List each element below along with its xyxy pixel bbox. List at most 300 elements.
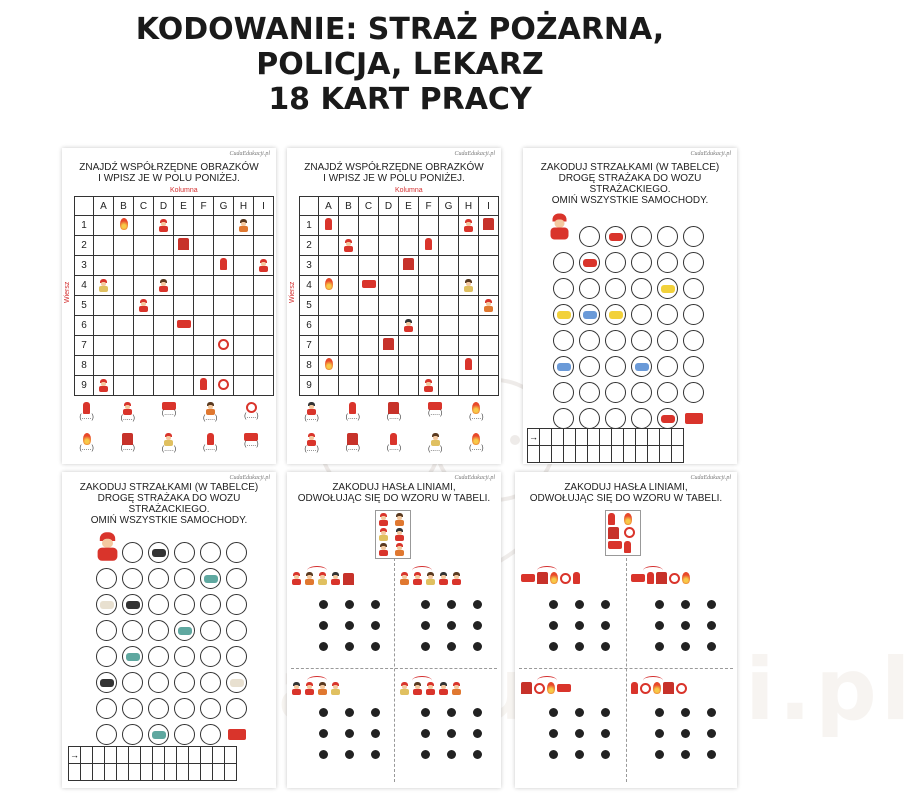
worksheet-coordinates-2 — [287, 148, 501, 464]
worksheet-lines-2 — [515, 472, 737, 788]
hydrant-icon — [425, 238, 432, 250]
flame-icon — [325, 358, 333, 370]
col-header: A — [319, 197, 339, 216]
quadrant-divider — [291, 668, 497, 669]
answer-blank[interactable]: (.....) — [386, 445, 402, 452]
flame-icon — [547, 682, 555, 694]
col-header: B — [114, 197, 134, 216]
instruction-line-4: OMIŃ WSZYSTKIE SAMOCHODY. — [551, 195, 709, 206]
dot-grid[interactable] — [421, 600, 483, 651]
maze-circle[interactable] — [96, 620, 117, 641]
maze-circle[interactable] — [553, 382, 574, 403]
fire-truck-icon — [362, 280, 376, 288]
fire-station-icon — [483, 218, 494, 230]
answer-strip-2 — [66, 433, 272, 453]
dot-grid[interactable] — [549, 600, 611, 651]
firefighter-icon — [291, 682, 302, 695]
row-header: 7 — [75, 336, 94, 356]
firefighter-icon — [463, 219, 474, 232]
answer-blank[interactable]: (.....) — [244, 441, 259, 448]
maze-circle[interactable] — [226, 594, 247, 615]
car-icon — [557, 311, 571, 319]
col-header: C — [134, 197, 154, 216]
start-arrow: → — [69, 747, 81, 764]
answer-blank[interactable]: (.....) — [161, 410, 177, 417]
maze-circle[interactable] — [553, 408, 574, 429]
hose-icon — [246, 402, 257, 413]
flame-icon — [682, 572, 690, 584]
flame-icon — [472, 433, 480, 445]
answer-blank[interactable]: (.....) — [427, 410, 443, 417]
hydrant-icon — [200, 378, 207, 390]
answer-blank[interactable]: (.....) — [345, 445, 360, 452]
hose-icon — [534, 683, 545, 694]
password-sequence — [631, 682, 687, 694]
maze-circle[interactable] — [174, 724, 195, 745]
firefighter-icon — [258, 259, 269, 272]
password-sequence — [291, 682, 341, 695]
maze-circle[interactable] — [631, 330, 652, 351]
maze-circle[interactable] — [96, 646, 117, 667]
maze-circle[interactable] — [148, 672, 169, 693]
password-sequence — [521, 572, 580, 584]
maze-circle[interactable] — [226, 568, 247, 589]
firefighter-icon — [425, 682, 436, 695]
maze-circle[interactable] — [579, 226, 600, 247]
col-header: I — [254, 197, 274, 216]
maze-circle[interactable] — [631, 304, 652, 325]
maze-circle[interactable] — [96, 724, 117, 745]
col-header: F — [419, 197, 439, 216]
instruction-line-2: I WPISZ JE W POLU PONIŻEJ. — [98, 173, 240, 184]
maze-circle[interactable] — [200, 672, 221, 693]
column-label: Kolumna — [395, 187, 423, 194]
car-icon — [661, 415, 675, 423]
fire-station-icon — [403, 258, 414, 270]
maze-circle[interactable] — [96, 594, 117, 615]
maze-circle[interactable] — [553, 304, 574, 325]
firefighter-icon — [423, 379, 434, 392]
instruction-line-1: ZAKODUJ HASŁA LINIAMI, — [332, 482, 456, 493]
fire-station-icon — [383, 338, 394, 350]
maze-circle[interactable] — [553, 356, 574, 377]
maze-circle[interactable] — [122, 620, 143, 641]
hydrant-icon — [220, 258, 227, 270]
car-icon — [583, 259, 597, 267]
maze-circle[interactable] — [605, 226, 626, 247]
answer-blank[interactable]: (.....) — [244, 413, 259, 420]
fire-truck-icon — [631, 574, 645, 582]
maze-circle[interactable] — [148, 594, 169, 615]
answer-blank[interactable]: (.....) — [345, 414, 360, 421]
col-header: I — [479, 197, 499, 216]
instruction-line-3: STRAŻACKIEGO. — [128, 504, 210, 515]
start-arrow: → — [528, 429, 540, 446]
row-header: 5 — [75, 296, 94, 316]
fire-truck-icon — [428, 402, 442, 410]
flame-icon — [83, 433, 91, 445]
maze-circle[interactable] — [605, 408, 626, 429]
fire-station-icon — [521, 682, 532, 694]
maze-circle[interactable] — [122, 724, 143, 745]
firefighter-icon — [343, 239, 354, 252]
maze-circle[interactable] — [200, 568, 221, 589]
maze-circle[interactable] — [122, 698, 143, 719]
firefighter-icon — [238, 219, 249, 232]
firefighter-icon — [306, 402, 317, 415]
firefighter-icon — [399, 682, 410, 695]
maze-circle[interactable] — [683, 252, 704, 273]
hose-icon — [676, 683, 687, 694]
firefighter-icon — [549, 214, 571, 240]
firefighter-icon — [430, 433, 441, 446]
instruction-line-1: ZNAJDŹ WSPÓŁRZĘDNE OBRAZKÓW — [79, 162, 259, 173]
maze-circle[interactable] — [631, 226, 652, 247]
answer-blank[interactable]: (.....) — [79, 414, 94, 421]
brand-label: CudaEdukacji.pl — [454, 475, 495, 481]
maze-circle[interactable] — [148, 724, 169, 745]
hose-icon — [640, 683, 651, 694]
fire-truck-icon — [228, 729, 246, 740]
instruction-line-1: ZAKODUJ STRZAŁKAMI (W TABELCE) — [540, 162, 720, 173]
maze-circle[interactable] — [657, 330, 678, 351]
dot-grid[interactable] — [319, 600, 381, 651]
maze-circle[interactable] — [200, 646, 221, 667]
worksheet-coordinates-1 — [62, 148, 276, 464]
hose-icon — [218, 339, 229, 350]
maze-circle[interactable] — [96, 698, 117, 719]
maze-circle[interactable] — [553, 330, 574, 351]
row-header: 8 — [300, 356, 319, 376]
car-icon — [178, 627, 192, 635]
firefighter-icon — [378, 528, 389, 541]
quadrant-divider — [626, 558, 627, 782]
arrow-answer-table — [68, 746, 237, 781]
maze-circle[interactable] — [174, 620, 195, 641]
car-icon — [100, 601, 114, 609]
car-icon — [126, 601, 140, 609]
firefighter-icon — [95, 532, 119, 561]
maze-circle[interactable] — [631, 252, 652, 273]
maze-circle[interactable] — [174, 594, 195, 615]
maze-circle[interactable] — [200, 620, 221, 641]
maze-circle[interactable] — [174, 542, 195, 563]
maze-circle[interactable] — [605, 382, 626, 403]
firefighter-icon — [158, 219, 169, 232]
firefighter-icon — [330, 682, 341, 695]
title-line-1: KODOWANIE: STRAŻ POŻARNA, — [135, 12, 665, 47]
dot-grid[interactable] — [655, 600, 717, 651]
row-header: 4 — [75, 276, 94, 296]
fire-station-icon — [343, 573, 354, 585]
maze-circle[interactable] — [579, 278, 600, 299]
firefighter-icon — [451, 682, 462, 695]
instruction-line-3: STRAŻACKIEGO. — [589, 184, 671, 195]
answer-blank[interactable]: (.....) — [304, 415, 319, 422]
answer-blank[interactable]: (.....) — [469, 445, 484, 452]
maze-circle[interactable] — [579, 304, 600, 325]
col-header: G — [214, 197, 234, 216]
maze-circle[interactable] — [631, 382, 652, 403]
maze-circle[interactable] — [200, 542, 221, 563]
instruction-line-1: ZAKODUJ STRZAŁKAMI (W TABELCE) — [79, 482, 259, 493]
maze-circle[interactable] — [631, 408, 652, 429]
firefighter-icon — [378, 543, 389, 556]
firefighter-icon — [378, 513, 389, 526]
firefighter-icon — [304, 682, 315, 695]
maze-circle[interactable] — [200, 724, 221, 745]
firefighter-icon — [98, 379, 109, 392]
row-header: 6 — [300, 316, 319, 336]
maze-circle[interactable] — [657, 252, 678, 273]
maze-circle[interactable] — [148, 698, 169, 719]
dot-grid[interactable] — [655, 708, 717, 759]
firefighter-icon — [306, 433, 317, 446]
row-header: 4 — [300, 276, 319, 296]
hydrant-icon — [207, 433, 214, 445]
instruction-line-2: ODWOŁUJĄC SIĘ DO WZORU W TABELI. — [297, 493, 491, 504]
car-icon — [126, 653, 140, 661]
dot-grid[interactable] — [319, 708, 381, 759]
firefighter-icon — [438, 682, 449, 695]
firefighter-icon — [483, 299, 494, 312]
maze-circle[interactable] — [553, 252, 574, 273]
answer-blank[interactable]: (.....) — [120, 415, 135, 422]
col-header: E — [399, 197, 419, 216]
maze-circle[interactable] — [174, 672, 195, 693]
maze-circle[interactable] — [631, 356, 652, 377]
row-label: Wiersz — [289, 281, 296, 303]
car-icon — [661, 285, 675, 293]
brand-label: CudaEdukacji.pl — [454, 151, 495, 157]
row-header: 9 — [300, 376, 319, 396]
maze-circle[interactable] — [200, 698, 221, 719]
brand-label: CudaEdukacji.pl — [229, 151, 270, 157]
maze-circle[interactable] — [96, 672, 117, 693]
title-line-2: POLICJA, LEKARZ — [256, 47, 544, 82]
maze-circle[interactable] — [226, 698, 247, 719]
maze-circle[interactable] — [96, 568, 117, 589]
maze-circle[interactable] — [174, 698, 195, 719]
row-header: 7 — [300, 336, 319, 356]
maze-circle[interactable] — [148, 542, 169, 563]
answer-blank[interactable]: (.....) — [386, 414, 402, 421]
dot-grid[interactable] — [421, 708, 483, 759]
maze-circle[interactable] — [174, 646, 195, 667]
fire-truck-icon — [608, 541, 622, 549]
password-sequence — [291, 572, 354, 585]
col-header: C — [359, 197, 379, 216]
firefighter-icon — [412, 572, 423, 585]
hydrant-icon — [573, 572, 580, 584]
worksheet-arrows-1 — [523, 148, 737, 464]
maze-circle[interactable] — [122, 594, 143, 615]
answer-blank[interactable]: (.....) — [202, 415, 218, 422]
worksheet-lines-1 — [287, 472, 501, 788]
car-icon — [152, 549, 166, 557]
answer-blank[interactable]: (.....) — [427, 446, 443, 453]
row-header: 2 — [75, 236, 94, 256]
car-icon — [152, 731, 166, 739]
instruction-line-1: ZNAJDŹ WSPÓŁRZĘDNE OBRAZKÓW — [304, 162, 484, 173]
firefighter-icon — [399, 572, 410, 585]
password-sequence — [399, 682, 462, 695]
car-icon — [230, 679, 244, 687]
maze-circle[interactable] — [657, 356, 678, 377]
flame-icon — [624, 513, 632, 525]
password-sequence — [631, 572, 690, 584]
column-label: Kolumna — [170, 187, 198, 194]
fire-truck-icon — [557, 684, 571, 692]
dot-grid[interactable] — [549, 708, 611, 759]
maze-circle[interactable] — [579, 382, 600, 403]
maze-circle[interactable] — [683, 226, 704, 247]
fire-station-icon — [608, 527, 619, 539]
firefighter-icon — [122, 402, 133, 415]
maze-circle[interactable] — [605, 304, 626, 325]
maze-circle[interactable] — [148, 646, 169, 667]
fire-station-icon — [122, 433, 133, 445]
fire-station-icon — [178, 238, 189, 250]
hydrant-icon — [647, 572, 654, 584]
flame-icon — [120, 218, 128, 230]
password-sequence — [399, 572, 462, 585]
maze-circle[interactable] — [683, 278, 704, 299]
hydrant-icon — [390, 433, 397, 445]
maze-circle[interactable] — [579, 408, 600, 429]
col-header: H — [459, 197, 479, 216]
row-header: 3 — [75, 256, 94, 276]
firefighter-icon — [463, 279, 474, 292]
answer-blank[interactable]: (.....) — [304, 446, 319, 453]
maze-circle[interactable] — [553, 278, 574, 299]
firefighter-icon — [158, 279, 169, 292]
car-icon — [204, 575, 218, 583]
hydrant-icon — [608, 513, 615, 525]
fire-station-icon — [656, 572, 667, 584]
instruction-line-2: DROGĘ STRAŻAKA DO WOZU — [97, 493, 241, 504]
hydrant-icon — [83, 402, 90, 414]
maze-circle[interactable] — [148, 620, 169, 641]
row-header: 6 — [75, 316, 94, 336]
car-icon — [100, 679, 114, 687]
row-label: Wiersz — [64, 281, 71, 303]
maze-circle[interactable] — [657, 226, 678, 247]
maze-circle[interactable] — [148, 568, 169, 589]
firefighter-icon — [412, 682, 423, 695]
maze-circle[interactable] — [122, 542, 143, 563]
coordinate-grid — [74, 196, 274, 396]
maze-circle[interactable] — [657, 382, 678, 403]
instruction-line-2: DROGĘ STRAŻAKA DO WOZU — [558, 173, 702, 184]
maze-circle[interactable] — [174, 568, 195, 589]
col-header: D — [379, 197, 399, 216]
answer-blank[interactable]: (.....) — [120, 445, 135, 452]
maze-circle[interactable] — [683, 382, 704, 403]
instruction-line-1: ZAKODUJ HASŁA LINIAMI, — [564, 482, 688, 493]
maze-circle[interactable] — [122, 672, 143, 693]
maze-circle[interactable] — [226, 620, 247, 641]
hose-icon — [624, 527, 635, 538]
fire-station-icon — [388, 402, 399, 414]
maze-circle[interactable] — [226, 672, 247, 693]
answer-blank[interactable]: (.....) — [161, 446, 177, 453]
maze-circle[interactable] — [122, 568, 143, 589]
page-title — [0, 12, 800, 117]
firefighter-icon — [394, 513, 405, 526]
row-header: 1 — [300, 216, 319, 236]
maze-circle[interactable] — [605, 252, 626, 273]
firefighter-icon — [317, 682, 328, 695]
maze-circle[interactable] — [657, 304, 678, 325]
hydrant-icon — [631, 682, 638, 694]
flame-icon — [653, 682, 661, 694]
firefighter-icon — [291, 572, 302, 585]
answer-blank[interactable]: (.....) — [469, 414, 484, 421]
maze-circle[interactable] — [579, 330, 600, 351]
maze-circle[interactable] — [605, 278, 626, 299]
maze-circle[interactable] — [226, 646, 247, 667]
maze-circle[interactable] — [683, 356, 704, 377]
hydrant-icon — [465, 358, 472, 370]
coordinate-grid — [299, 196, 499, 396]
maze-circle[interactable] — [683, 304, 704, 325]
maze-circle[interactable] — [579, 252, 600, 273]
maze-circle[interactable] — [683, 330, 704, 351]
answer-strip-1 — [66, 402, 272, 422]
hose-icon — [560, 573, 571, 584]
maze-circle[interactable] — [657, 278, 678, 299]
brand-label: CudaEdukacji.pl — [690, 151, 731, 157]
car-icon — [583, 311, 597, 319]
answer-strip-1 — [291, 402, 497, 422]
hose-icon — [218, 379, 229, 390]
maze-circle[interactable] — [122, 646, 143, 667]
maze-circle[interactable] — [605, 330, 626, 351]
maze-circle[interactable] — [657, 408, 678, 429]
row-header: 2 — [300, 236, 319, 256]
hydrant-icon — [325, 218, 332, 230]
title-line-3: 18 KART PRACY — [268, 82, 532, 117]
instruction-line-4: OMIŃ WSZYSTKIE SAMOCHODY. — [90, 515, 248, 526]
instruction-line-2: I WPISZ JE W POLU PONIŻEJ. — [323, 173, 465, 184]
answer-blank[interactable]: (.....) — [202, 445, 218, 452]
fire-truck-icon — [244, 433, 258, 441]
row-header: 1 — [75, 216, 94, 236]
flame-icon — [325, 278, 333, 290]
car-icon — [557, 363, 571, 371]
fire-truck-icon — [521, 574, 535, 582]
instruction-line-2: ODWOŁUJĄC SIĘ DO WZORU W TABELI. — [529, 493, 723, 504]
brand-label: CudaEdukacji.pl — [229, 475, 270, 481]
maze-circle[interactable] — [631, 278, 652, 299]
maze-circle[interactable] — [579, 356, 600, 377]
maze-circle[interactable] — [605, 356, 626, 377]
firefighter-icon — [425, 572, 436, 585]
col-header: H — [234, 197, 254, 216]
answer-blank[interactable]: (.....) — [79, 445, 94, 452]
row-header: 8 — [75, 356, 94, 376]
maze-circle[interactable] — [200, 594, 221, 615]
hose-icon — [669, 573, 680, 584]
row-header: 9 — [75, 376, 94, 396]
car-icon — [635, 363, 649, 371]
maze-circle[interactable] — [226, 542, 247, 563]
firefighter-icon — [394, 543, 405, 556]
firefighter-icon — [438, 572, 449, 585]
quadrant-divider — [519, 668, 733, 669]
col-header: E — [174, 197, 194, 216]
